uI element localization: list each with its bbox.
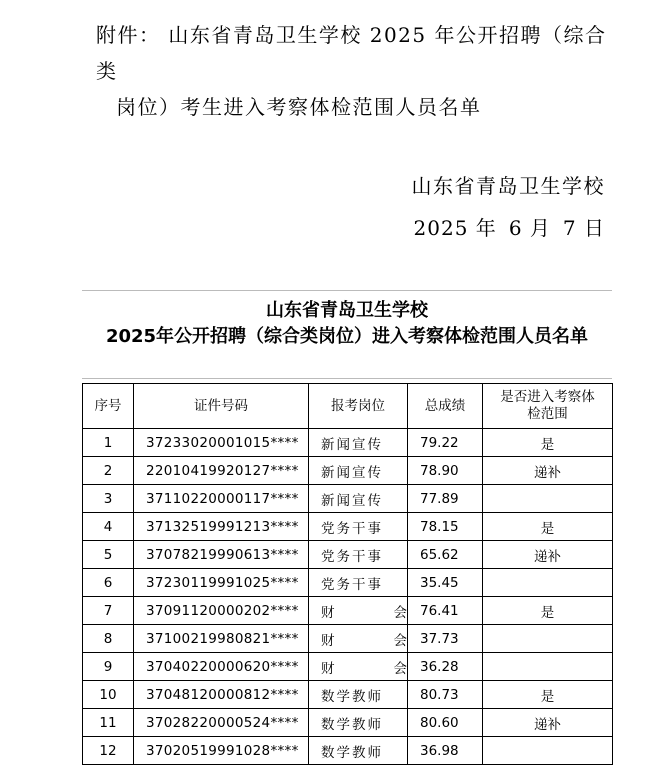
cell-id: 37020519991028**** <box>134 737 309 765</box>
table-title-line-2: 2025年公开招聘（综合类岗位）进入考察体检范围人员名单 <box>105 326 589 347</box>
cell-score: 36.98 <box>408 737 483 765</box>
attachment-line-2: 岗位）考生进入考察体检范围人员名单 <box>116 95 482 119</box>
header-status-line-2: 检范围 <box>527 406 568 422</box>
table-title-line-1: 山东省青岛卫生学校 <box>266 300 428 321</box>
cell-status: 递补 <box>483 541 613 569</box>
table-row <box>83 457 613 485</box>
candidate-table <box>82 383 613 765</box>
cell-post: 数学教师 <box>309 737 408 765</box>
cell-id: 37110220000117**** <box>134 485 309 513</box>
cell-score: 80.60 <box>408 709 483 737</box>
cell-post: 数学教师 <box>309 681 408 709</box>
table-title-divider <box>82 378 612 379</box>
cell-post: 党务干事 <box>309 569 408 597</box>
header-status-line-1: 是否进入考察体 <box>500 389 595 405</box>
cell-status: 是 <box>483 597 613 625</box>
table-row <box>83 653 613 681</box>
cell-post <box>309 597 408 625</box>
cell-score: 79.22 <box>408 429 483 457</box>
cell-score: 35.45 <box>408 569 483 597</box>
cell-no: 11 <box>83 709 134 737</box>
cell-post: 数学教师 <box>309 709 408 737</box>
cell-score: 76.41 <box>408 597 483 625</box>
cell-score: 78.15 <box>408 513 483 541</box>
cell-post: 新闻宣传 <box>309 429 408 457</box>
header-post: 报考岗位 <box>309 384 408 429</box>
cell-id: 37028220000524**** <box>134 709 309 737</box>
cell-score: 78.90 <box>408 457 483 485</box>
cell-status: 是 <box>483 429 613 457</box>
cell-id: 37132519991213**** <box>134 513 309 541</box>
table-row <box>83 541 613 569</box>
cell-status: 递补 <box>483 709 613 737</box>
cell-post-text: 财 会 <box>321 604 407 621</box>
cell-post <box>309 625 408 653</box>
table-row <box>83 625 613 653</box>
cell-no: 1 <box>83 429 134 457</box>
cell-id: 37100219980821**** <box>134 625 309 653</box>
cell-no: 6 <box>83 569 134 597</box>
cell-status <box>483 737 613 765</box>
date-month: 6 月 <box>508 216 551 240</box>
cell-no: 3 <box>83 485 134 513</box>
date-day: 7 日 <box>562 216 605 240</box>
table-title <box>82 298 612 350</box>
table-row <box>83 569 613 597</box>
cell-post-text: 财 会 <box>321 632 407 649</box>
cell-no: 5 <box>83 541 134 569</box>
cell-score: 80.73 <box>408 681 483 709</box>
signer-organization: 山东省青岛卫生学校 <box>411 174 605 198</box>
cell-score: 37.73 <box>408 625 483 653</box>
cell-status: 递补 <box>483 457 613 485</box>
cell-score: 36.28 <box>408 653 483 681</box>
cell-score: 65.62 <box>408 541 483 569</box>
cell-id: 37078219990613**** <box>134 541 309 569</box>
cell-post: 新闻宣传 <box>309 457 408 485</box>
table-header-row <box>83 384 613 429</box>
cell-post <box>309 653 408 681</box>
cell-post: 党务干事 <box>309 541 408 569</box>
cell-id: 37091120000202**** <box>134 597 309 625</box>
cell-status: 是 <box>483 681 613 709</box>
cell-status <box>483 569 613 597</box>
header-score: 总成绩 <box>408 384 483 429</box>
cell-status <box>483 625 613 653</box>
cell-id: 37230119991025**** <box>134 569 309 597</box>
cell-id: 37233020001015**** <box>134 429 309 457</box>
cell-no: 2 <box>83 457 134 485</box>
table-row <box>83 709 613 737</box>
table-frame-divider <box>82 290 612 291</box>
cell-no: 9 <box>83 653 134 681</box>
cell-no: 7 <box>83 597 134 625</box>
cell-no: 4 <box>83 513 134 541</box>
date-year: 2025 年 <box>413 216 497 240</box>
table-row <box>83 513 613 541</box>
cell-status: 是 <box>483 513 613 541</box>
cell-id: 37040220000620**** <box>134 653 309 681</box>
table-row <box>83 597 613 625</box>
cell-post-text: 财 会 <box>321 660 407 677</box>
table-row <box>83 485 613 513</box>
table-body <box>83 429 613 765</box>
attachment-line-1: 附件： 山东省青岛卫生学校 2025 年公开招聘（综合类 <box>96 23 607 83</box>
cell-no: 10 <box>83 681 134 709</box>
table-row <box>83 737 613 765</box>
attachment-heading <box>96 17 616 125</box>
header-id: 证件号码 <box>134 384 309 429</box>
cell-id: 22010419920127**** <box>134 457 309 485</box>
header-no: 序号 <box>83 384 134 429</box>
cell-post: 党务干事 <box>309 513 408 541</box>
table-row <box>83 429 613 457</box>
cell-status <box>483 653 613 681</box>
cell-status <box>483 485 613 513</box>
cell-no: 12 <box>83 737 134 765</box>
cell-no: 8 <box>83 625 134 653</box>
table-row <box>83 681 613 709</box>
document-date <box>414 212 605 241</box>
cell-post: 新闻宣传 <box>309 485 408 513</box>
cell-score: 77.89 <box>408 485 483 513</box>
cell-id: 37048120000812**** <box>134 681 309 709</box>
header-status <box>483 384 613 429</box>
